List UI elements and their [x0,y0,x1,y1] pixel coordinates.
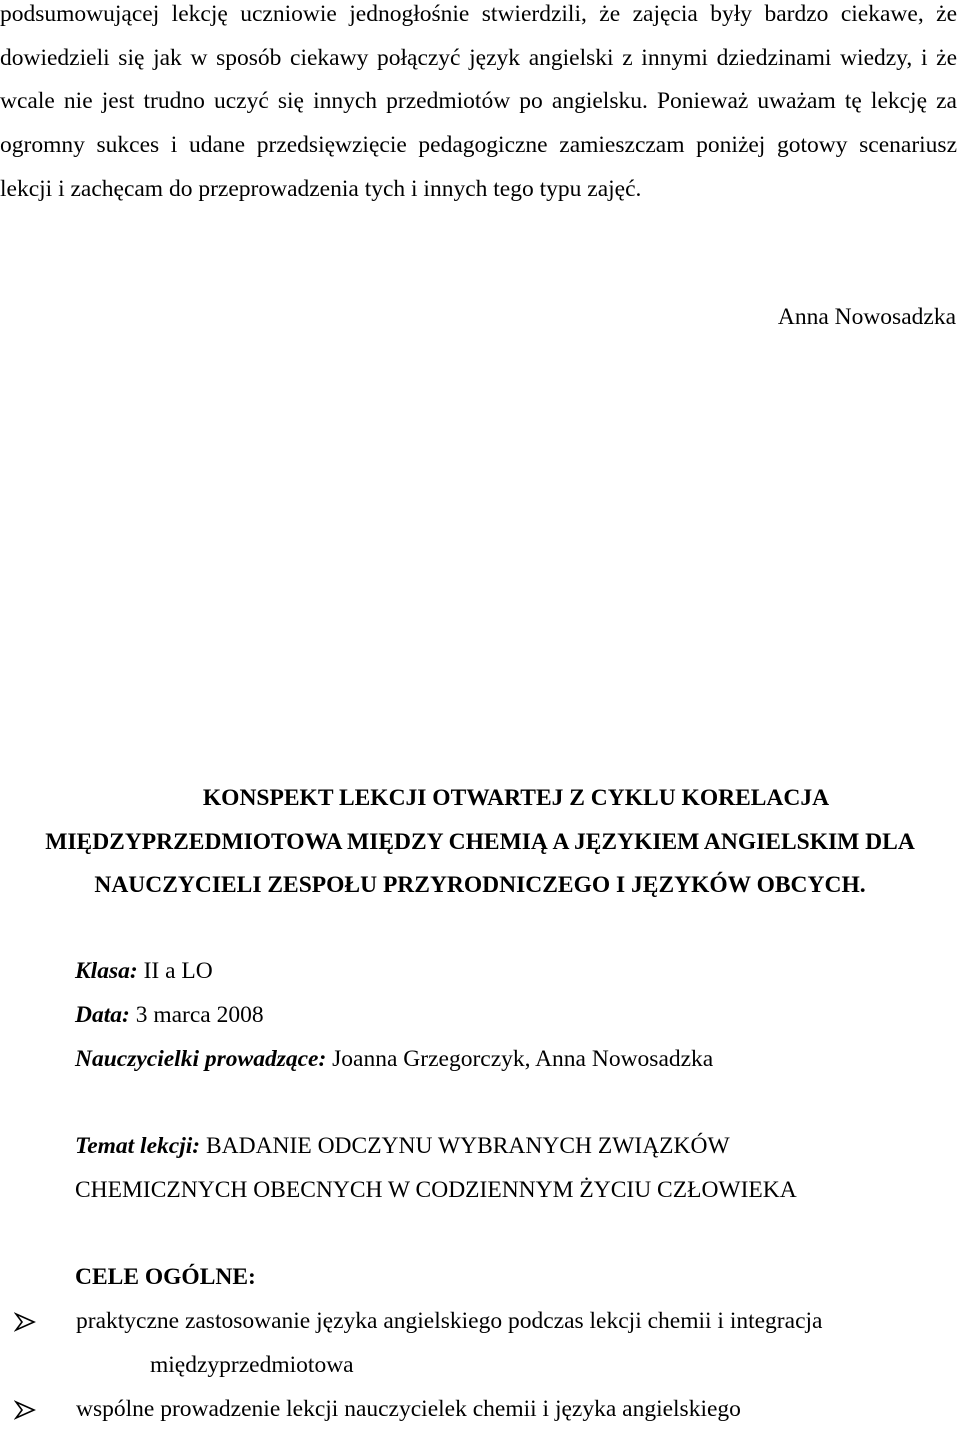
topic-value-line-1: BADANIE ODCZYNU WYBRANYCH ZWIĄZKÓW [205,1133,730,1159]
topic-field-continuation [75,1169,797,1212]
topic-field [75,1125,730,1168]
class-value: II a LO [143,958,213,984]
date-value: 3 marca 2008 [135,1002,264,1028]
teachers-value: Joanna Grzegorczyk, Anna Nowosadzka [332,1046,714,1072]
date-field [75,994,264,1037]
goal-text: wspólne prowadzenie lekcji nauczycielek chemii i języka angielskiego [76,1396,741,1422]
teachers-label: Nauczycielki prowadzące: [75,1046,327,1072]
arrowhead-bullet-icon [14,1400,38,1420]
author-signature: Anna Nowosadzka [777,304,956,330]
goal-text: praktyczne zastosowanie języka angielskiego podczas lekcji chemii i integracja [76,1308,823,1334]
class-label: Klasa: [75,958,138,984]
lesson-plan-title [0,777,960,908]
teachers-field [75,1038,713,1081]
title-line-1: KONSPEKT LEKCJI OTWARTEJ Z CYKLU KORELACJA [202,785,830,811]
title-line-3: NAUCZYCIELI ZESPOŁU PRZYRODNICZEGO I JĘZYKÓW OBCYCH. [94,872,866,898]
topic-value-line-2: CHEMICZNYCH OBECNYCH W CODZIENNYM ŻYCIU CZŁOWIEKA [75,1177,797,1203]
date-label: Data: [75,1002,130,1028]
topic-label: Temat lekcji: [75,1133,201,1159]
title-line-2: MIĘDZYPRZEDMIOTOWA MIĘDZY CHEMIĄ A JĘZYKIEM ANGIELSKIM DLA [45,828,915,855]
goal-text-continuation: międzyprzedmiotowa [150,1351,354,1378]
class-field [75,950,213,993]
arrowhead-bullet-icon [14,1312,38,1332]
general-goals-heading: CELE OGÓLNE: [75,1264,256,1290]
intro-paragraph: podsumowującej lekcję uczniowie jednogłośnie stwierdzili, że zajęcia były bardzo ciekawe, że dowiedzieli się jak w sposób ciekawy połączyć język angielski z innymi dziedzinami wiedzy, i że wcale nie jest trudno uczyć się innych przedmiotów po angielsku. Ponieważ uważam tę lekcję za ogromny sukces i udane przedsięwzięcie pedagogiczne zamieszczam poniżej gotowy scenariusz lekcji i zachęcam do przeprowadzenia tych i innych tego typu zajęć. [0,1,957,202]
